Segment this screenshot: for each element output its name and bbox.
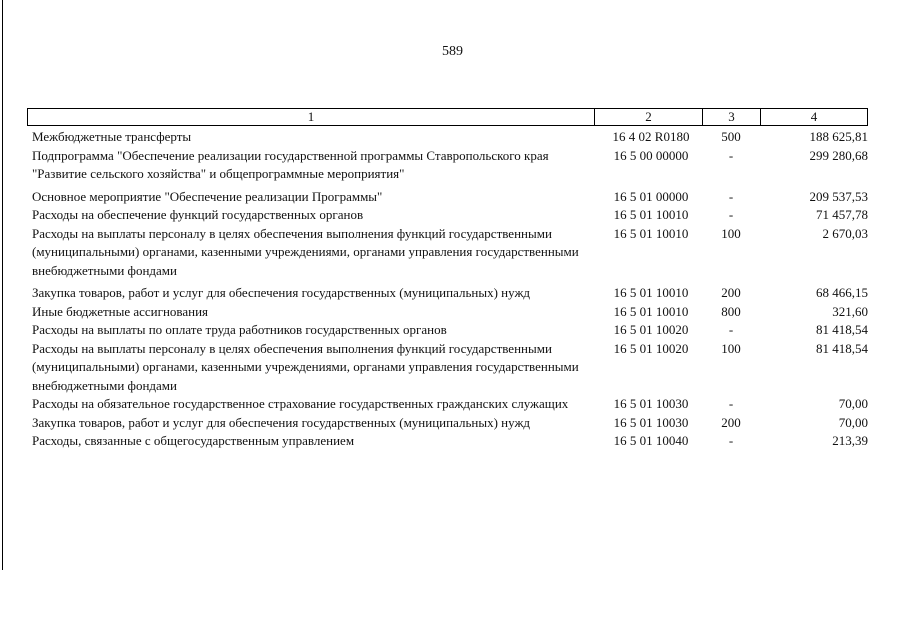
row-sum: 70,00 [838, 396, 868, 411]
row-name: Расходы на выплаты персоналу в целях обеспечения выполнения функций государственными (муниципальными) органами, казенными учреждениями, органами управления государственными внебюджетными фондами [32, 340, 579, 393]
row-type: 100 [721, 225, 741, 241]
row-type: - [728, 433, 734, 448]
table-row [32, 188, 868, 207]
header-col-3: 3 [703, 109, 761, 125]
row-name: Расходы на обязательное государственное страхование государственных гражданских служащих [32, 396, 569, 411]
row-code: 16 5 01 10030 [613, 414, 689, 430]
budget-table-body [32, 128, 868, 451]
row-code: 16 5 01 10010 [613, 303, 689, 319]
table-row [32, 225, 868, 281]
row-sum: 81 418,54 [816, 340, 868, 356]
table-row [32, 284, 868, 303]
row-name: Основное мероприятие "Обеспечение реализации Программы" [32, 188, 383, 204]
row-sum: 299 280,68 [809, 147, 868, 163]
row-name: Закупка товаров, работ и услуг для обеспечения государственных (муниципальных) нужд [32, 414, 531, 430]
table-row [32, 321, 868, 340]
row-sum: 209 537,53 [809, 188, 868, 204]
row-type: - [728, 147, 734, 163]
row-type: 800 [721, 303, 741, 319]
table-row [32, 147, 868, 184]
row-code: 16 5 01 10020 [613, 322, 689, 337]
table-header [27, 108, 868, 126]
row-sum: 188 625,81 [809, 129, 868, 144]
row-code: 16 5 01 10010 [613, 207, 689, 222]
table-row [32, 395, 868, 414]
page-number: 589 [442, 44, 463, 59]
row-code: 16 5 01 10040 [613, 433, 689, 448]
row-sum: 71 457,78 [816, 207, 868, 222]
row-name: Межбюджетные трансферты [32, 129, 192, 144]
scan-edge-line [2, 0, 3, 570]
row-name: Расходы на выплаты персоналу в целях обеспечения выполнения функций государственными (муниципальными) органами, казенными учреждениями, органами управления государственными внебюджетными фондами [32, 225, 579, 278]
row-code: 16 5 01 10020 [613, 340, 689, 356]
row-type: - [728, 188, 734, 204]
row-type: - [728, 207, 734, 222]
row-type: 200 [721, 414, 741, 430]
table-row [32, 206, 868, 225]
row-name: Иные бюджетные ассигнования [32, 303, 209, 319]
header-col-2: 2 [595, 109, 703, 125]
row-sum: 2 670,03 [822, 225, 868, 241]
row-name: Расходы на обеспечение функций государственных органов [32, 207, 364, 222]
row-code: 16 4 02 R0180 [612, 129, 690, 144]
table-row [32, 128, 868, 147]
row-code: 16 5 00 00000 [613, 147, 689, 163]
row-code: 16 5 01 00000 [613, 188, 689, 204]
row-type: - [728, 322, 734, 337]
row-name: Расходы на выплаты по оплате труда работников государственных органов [32, 322, 447, 337]
row-type: - [728, 396, 734, 411]
row-sum: 81 418,54 [816, 322, 868, 337]
row-code: 16 5 01 10030 [613, 396, 689, 411]
table-row [32, 303, 868, 322]
row-type: 500 [721, 129, 741, 144]
row-sum: 321,60 [832, 303, 868, 319]
row-type: 200 [721, 285, 741, 300]
row-name: Закупка товаров, работ и услуг для обеспечения государственных (муниципальных) нужд [32, 285, 531, 300]
row-sum: 213,39 [832, 433, 868, 448]
row-name: Подпрограмма "Обеспечение реализации государственной программы Ставропольского края "Развитие сельского хозяйства" и общепрограммные мероприятия" [32, 147, 549, 181]
table-row [32, 432, 868, 451]
table-row [32, 340, 868, 396]
row-code: 16 5 01 10010 [613, 225, 689, 241]
table-row [32, 414, 868, 433]
row-sum: 68 466,15 [816, 285, 868, 300]
row-code: 16 5 01 10010 [613, 285, 689, 300]
header-col-4: 4 [810, 109, 818, 124]
row-type: 100 [721, 340, 741, 356]
header-col-1: 1 [28, 109, 595, 125]
row-name: Расходы, связанные с общегосударственным управлением [32, 433, 355, 448]
row-sum: 70,00 [838, 414, 868, 430]
